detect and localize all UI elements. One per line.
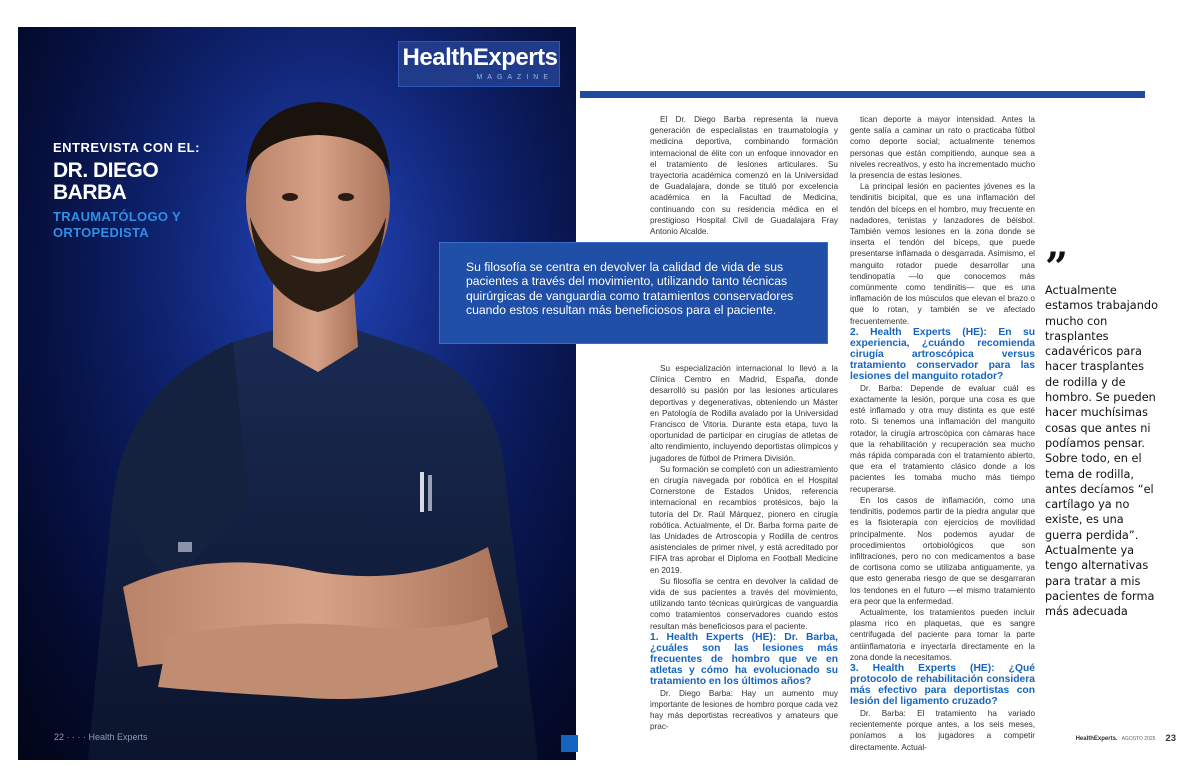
- doctor-portrait: [18, 27, 576, 760]
- page-number: 23: [1165, 733, 1176, 744]
- article-column-1-bottom: [650, 363, 838, 733]
- footer-issue: AGOSTO 2025: [1121, 735, 1156, 742]
- paragraph: La principal lesión en pacientes jóvenes es la tendinitis bicipital, que es una inflamación del tendón del bíceps en el hombro, muy frecuente en nadadores, tenistas y lanzadores de béisbol. También vemos lesiones en la zona donde se inserta el tendón del bíceps, que puede presentarse inflamada o desgarrada. Asimismo, el manguito rotador puede desarrollar una tendinopatía —lo que conocemos más comúnmente como tendinitis— que es una inflamación de los músculos que elevan el brazo o que lo rotan, y también se ve afectado frecuentemente.: [850, 182, 1035, 326]
- paragraph: En los casos de inflamación, como una tendinitis, podemos partir de la piedra angular que es la fisioterapia con ejercicios de movilidad principalmente. Nos podemos ayudar de procedimientos ortobiológicos que son infiltraciones, pero no con medicamentos a base de cortisona como se utilizaba antiguamente, ya que esto generaba riesgo de que se desgarraran los tendones en el futuro —el mismo tratamiento era peor que la enfermedad.: [850, 495, 1035, 606]
- paragraph: Dr. Barba: Depende de evaluar cuál es exactamente la lesión, porque una cosa es que esté inflamado y otra muy distinta es que esté roto. Si tenemos una inflamación del manguito rotador, la cirugía artroscópica con cámaras hace que la rehabilitación y recuperación sea mucho más rápida comparada con el tratamiento abierto, que era el tratamiento clásico donde a los pacientes les tomaba mucho más tiempo recuperarse.: [850, 383, 1035, 494]
- question-heading-3: 3. Health Experts (HE): ¿Qué protocolo de rehabilitación considera más efectivo para deportistas con lesión del ligamento cruzado?: [850, 662, 1035, 707]
- doctor-name-line2: BARBA: [53, 181, 127, 204]
- paragraph: El Dr. Diego Barba representa la nueva generación de especialistas en traumatología y medicina deportiva, combinando formación internacional de élite con un enfoque innovador en el tratamiento de lesiones articulares. Su trayectoria académica comenzó en la Universidad de Guadalajara, donde se tituló por excelencia académica en la Facultad de Medicina, continuando con su residencia médica en el prestigioso Hospital Civil de Guadalajara Fray Antonio Alcalde.: [650, 115, 838, 237]
- gutter-accent-square: [561, 735, 578, 752]
- question-heading-1: 1. Health Experts (HE): Dr. Barba, ¿cuáles son las lesiones más frecuentes de hombro que ve en atletas y cómo ha evolucionado su tratamiento en los últimos años?: [650, 631, 838, 687]
- pull-quote-box: [439, 242, 828, 344]
- magazine-logo: [398, 41, 560, 87]
- right-page-footer: [1076, 733, 1176, 744]
- left-page-footer: 22 · · · · Health Experts: [54, 732, 148, 742]
- pull-quote-text: Su filosofía se centra en devolver la calidad de vida de sus pacientes a través del movimiento, utilizando tanto técnicas quirúrgicas de vanguardia como tratamientos conservadores cuando estos resultan más beneficiosos para el paciente.: [466, 260, 794, 317]
- doctor-name-line1: DR. DIEGO: [53, 159, 159, 182]
- logo-wordmark: HealthExperts: [402, 44, 558, 71]
- article-column-2: [850, 114, 1035, 753]
- paragraph: Dr. Barba: El tratamiento ha variado recientemente porque antes, a los seis meses, poníamos a los jugadores a competir directamente. Actual-: [850, 708, 1035, 752]
- cover-photo-page: [18, 27, 576, 760]
- paragraph: Dr. Diego Barba: Hay un aumento muy importante de lesiones de hombro porque cada vez hay más deportistas recreativos y amateurs que prac-: [650, 688, 838, 732]
- doctor-role-line2: ORTOPEDISTA: [53, 225, 149, 240]
- paragraph: tican deporte a mayor intensidad. Antes la gente salía a caminar un rato o practicaba fútbol como deporte social; actualmente tenemos personas que están compitiendo, aunque sea a niveles recreativos, y esto ha incrementado mucho la presencia de estas lesiones.: [850, 115, 1035, 181]
- paragraph: Su especialización internacional lo llevó a la Clínica Cemtro en Madrid, España, donde desarrolló su pasión por las lesiones articulares deportivas y degenerativas, obteniendo un Máster en Patología de Rodilla avalado por la Universidad Francisco de Vitoria. Durante esta etapa, tuvo la oportunidad de participar en cirugías de atletas de alto rendimiento, incluyendo deportistas olímpicos y jugadores de fútbol de Primera División.: [650, 364, 838, 463]
- question-heading-2: 2. Health Experts (HE): En su experiencia, ¿cuándo recomienda cirugía artroscópica versus tratamiento conservador para las lesiones del manguito rotador?: [850, 326, 1035, 382]
- doctor-role-line1: TRAUMATÓLOGO Y: [53, 209, 181, 224]
- paragraph: Actualmente, los tratamientos pueden incluir plasma rico en plaquetas, que es sangre centrifugada del paciente para tomar la parte antiinflamatoria e inyectarla directamente en la zona donde la necesitamos.: [850, 607, 1035, 662]
- article-column-1-top: [650, 114, 838, 237]
- logo-subtitle: MAGAZINE: [476, 74, 553, 81]
- paragraph: Su formación se completó con un adiestramiento en cirugía navegada por robótica en el Hospital Cornerstone de Estados Unidos, referencia internacional en recambios protésicos, bajo la tutoría del Dr. Raúl Márquez, pionero en cirugía robótica. Actualmente, el Dr. Barba forma parte de las Unidades de Artroscopia y Rodilla de centros asistenciales de primer nivel, y está acreditado por FIFA tras aprobar el Diploma en Football Medicine en 2019.: [650, 464, 838, 575]
- interview-kicker: ENTREVISTA CON EL:: [53, 140, 200, 155]
- footer-brand: HealthExperts.: [1075, 735, 1118, 742]
- side-quote-text: Actualmente estamos trabajando mucho con trasplantes cadavéricos para hacer trasplantes de rodilla y de hombro. Se pueden hacer muchísimas cosas que antes ni podíamos pensar. Sobre todo, en el tema de rodilla, antes decíamos “el cartílago ya no existe, es una guerra perdida”. Actualmente ya tengo alternativas para tratar a mis pacientes de forma más adecuada: [1045, 284, 1158, 619]
- paragraph: Su filosofía se centra en devolver la calidad de vida de sus pacientes a través del movimiento, utilizando tanto técnicas quirúrgicas de vanguardia como tratamientos conservadores cuando estos resultan más beneficiosos para el paciente.: [650, 576, 838, 631]
- top-rule: [580, 91, 1145, 98]
- quote-mark-icon: ”: [1045, 244, 1069, 291]
